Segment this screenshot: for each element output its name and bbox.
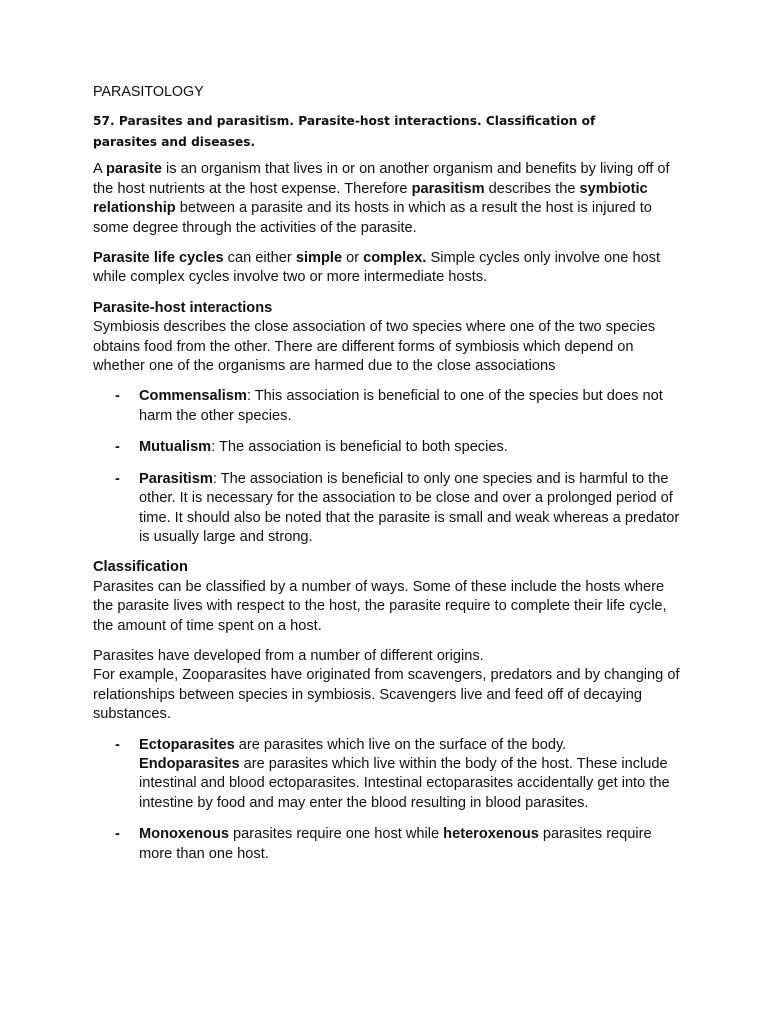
life-cycles-term-simple: simple (295, 250, 343, 267)
document-page (93, 83, 685, 875)
list-item (93, 387, 685, 426)
list-item-term: Mutualism (139, 439, 212, 456)
origins-paragraph (93, 647, 685, 725)
dash-marker: - (115, 826, 120, 843)
life-cycles-text: can either (223, 250, 296, 267)
list-item (93, 438, 685, 457)
list-item-text: : The association is beneficial to both species. (211, 439, 508, 456)
ecto-term: Ectoparasites (139, 736, 235, 753)
list-item (93, 736, 685, 814)
hetero-term: heteroxenous (443, 826, 539, 843)
list-item-term: Commensalism (139, 388, 247, 405)
dash-marker: - (115, 470, 120, 487)
ecto-text: are parasites which live on the surface of the body. (234, 736, 567, 753)
list-item (93, 825, 685, 864)
dash-marker: - (115, 439, 120, 456)
intro-text: describes the (484, 180, 580, 197)
intro-text: is an organism that lives in or on another organism and benefits by living off of the host nutrients at the host expense. Therefore (93, 161, 670, 197)
life-cycles-term-complex: complex. (363, 250, 427, 267)
life-cycles-text: or (342, 250, 364, 267)
origins-line-1: Parasites have developed from a number of different origins. (93, 647, 484, 664)
mono-term: Monoxenous (139, 826, 229, 843)
list-item-text: : This association is beneficial to one of the species but does not harm the other species. (139, 388, 663, 424)
origins-line-2: For example, Zooparasites have originated from scavengers, predators and by changing of relationships between species in symbiosis. Scavengers live and feed off of decaying substances. (93, 667, 680, 723)
endo-text: are parasites which live within the body of the host. These include intestinal and blood ectoparasites. Intestinal ectoparasites accidentally get into the intestine by food and may enter the blood resulting in blood parasites. (139, 755, 670, 811)
life-cycles-term: Parasite life cycles (93, 250, 224, 267)
interactions-list (93, 387, 685, 547)
list-item-term: Parasitism (139, 470, 213, 487)
intro-text: between a parasite and its hosts in which as a result the host is injured to some degree through the activities of the parasite. (93, 200, 652, 236)
endo-term: Endoparasites (139, 755, 240, 772)
life-cycles-paragraph (93, 249, 685, 288)
section-heading: 57. Parasites and parasitism. Parasite-host interactions. Classification of parasites and diseases. (93, 114, 596, 150)
mono-text: parasites require one host while (229, 826, 444, 843)
intro-term-parasite: parasite (105, 161, 162, 178)
classification-paragraph (93, 558, 685, 636)
intro-term-parasitism: parasitism (411, 180, 485, 197)
classification-title: Classification (93, 559, 188, 576)
life-cycles-text: Simple cycles only involve one host while complex cycles involve two or more intermediate hosts. (93, 250, 661, 286)
classification-body: Parasites can be classified by a number of ways. Some of these include the hosts where the parasite lives with respect to the host, the parasite require to complete their life cycle, the amount of time spent on a host. (93, 578, 667, 634)
list-item-text: : The association is beneficial to only one species and is harmful to the other. It is necessary for the association to be close and over a prolonged period of time. It should also be noted that the parasite is small and weak whereas a predator is usually large and strong. (139, 470, 680, 545)
types-list (93, 736, 685, 864)
interactions-body: Symbiosis describes the close association of two species where one of the two species obtains food from the other. There are different forms of symbiosis which depend on whether one of the organisms are harmed due to the close associations (93, 319, 656, 375)
hetero-text: parasites require more than one host. (139, 826, 652, 862)
document-header: PARASITOLOGY (93, 84, 204, 100)
intro-paragraph (93, 160, 685, 238)
list-item (93, 470, 685, 548)
interactions-title: Parasite-host interactions (93, 299, 273, 316)
interactions-paragraph (93, 299, 685, 377)
intro-term-symbiotic: symbiotic relationship (93, 180, 648, 217)
intro-text: A (93, 161, 106, 178)
dash-marker: - (115, 736, 120, 753)
dash-marker: - (115, 388, 120, 405)
